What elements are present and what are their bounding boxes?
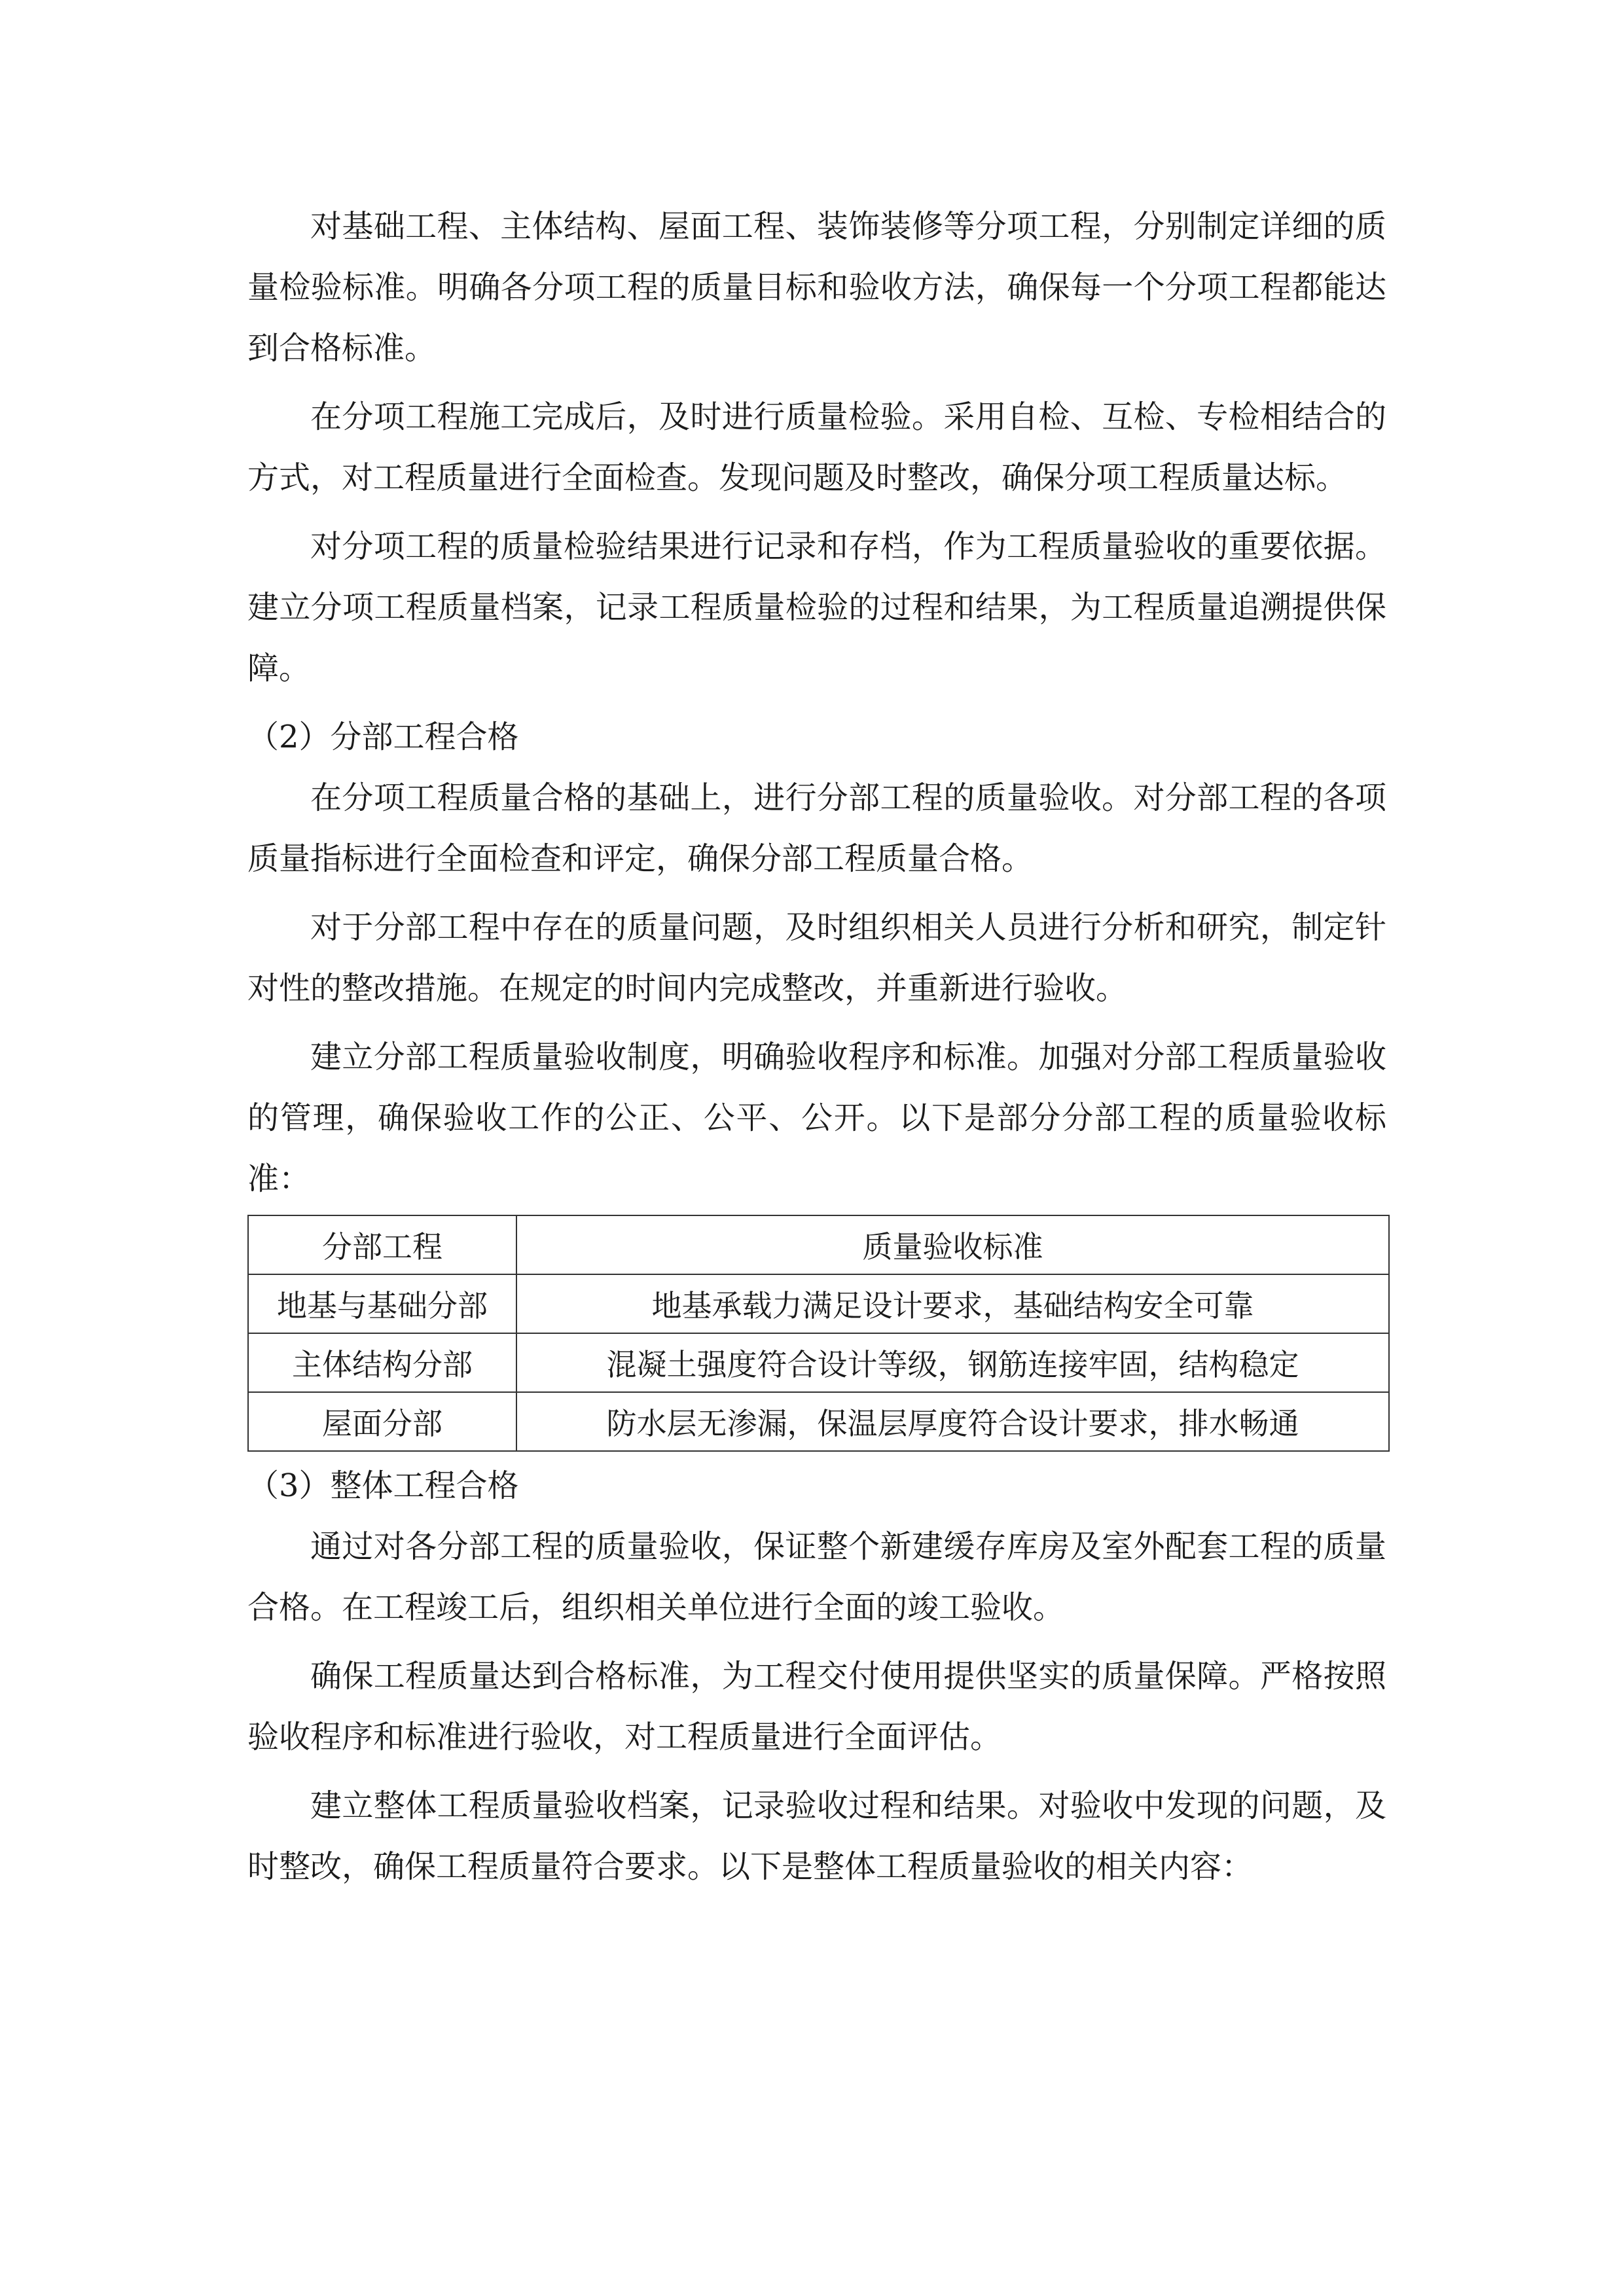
table-row — [248, 1392, 1389, 1451]
paragraph: 通过对各分部工程的质量验收，保证整个新建缓存库房及室外配套工程的质量合格。在工程竣工后，组织相关单位进行全面的竣工验收。 — [247, 1528, 1386, 1626]
table-header-cell: 质量验收标准 — [516, 1215, 1389, 1274]
table-header-cell: 分部工程 — [248, 1215, 516, 1274]
table-cell: 混凝土强度符合设计等级，钢筋连接牢固，结构稳定 — [516, 1333, 1389, 1392]
table-row — [248, 1274, 1389, 1333]
paragraph: 建立整体工程质量验收档案，记录验收过程和结果。对验收中发现的问题，及时整改，确保工程质量符合要求。以下是整体工程质量验收的相关内容： — [247, 1787, 1386, 1885]
paragraph: 在分项工程施工完成后，及时进行质量检验。采用自检、互检、专检相结合的方式，对工程质量进行全面检查。发现问题及时整改，确保分项工程质量达标。 — [247, 399, 1386, 496]
paragraph: 对分项工程的质量检验结果进行记录和存档，作为工程质量验收的重要依据。建立分项工程质量档案，记录工程质量检验的过程和结果，为工程质量追溯提供保障。 — [247, 528, 1386, 687]
table-cell: 屋面分部 — [248, 1392, 516, 1451]
paragraph: 建立分部工程质量验收制度，明确验收程序和标准。加强对分部工程质量验收的管理，确保验收工作的公正、公平、公开。以下是部分分部工程的质量验收标准： — [247, 1039, 1386, 1197]
document-page — [247, 196, 1386, 1897]
paragraph: 对基础工程、主体结构、屋面工程、装饰装修等分项工程，分别制定详细的质量检验标准。明确各分项工程的质量目标和验收方法，确保每一个分项工程都能达到合格标准。 — [247, 208, 1386, 367]
table-cell: 防水层无渗漏，保温层厚度符合设计要求，排水畅通 — [516, 1392, 1389, 1451]
table-header-row — [248, 1215, 1389, 1274]
paragraph: 在分项工程质量合格的基础上，进行分部工程的质量验收。对分部工程的各项质量指标进行全面检查和评定，确保分部工程质量合格。 — [247, 780, 1386, 877]
table-row — [248, 1333, 1389, 1392]
paragraph: 确保工程质量达到合格标准，为工程交付使用提供坚实的质量保障。严格按照验收程序和标准进行验收，对工程质量进行全面评估。 — [247, 1658, 1386, 1755]
paragraph: 对于分部工程中存在的质量问题，及时组织相关人员进行分析和研究，制定针对性的整改措施。在规定的时间内完成整改，并重新进行验收。 — [247, 909, 1386, 1007]
section-heading: （3）整体工程合格 — [247, 1467, 519, 1504]
acceptance-standards-table — [247, 1215, 1390, 1452]
table-cell: 主体结构分部 — [248, 1333, 516, 1392]
section-heading: （2）分部工程合格 — [247, 719, 519, 755]
table-cell: 地基承载力满足设计要求，基础结构安全可靠 — [516, 1274, 1389, 1333]
table-cell: 地基与基础分部 — [248, 1274, 516, 1333]
